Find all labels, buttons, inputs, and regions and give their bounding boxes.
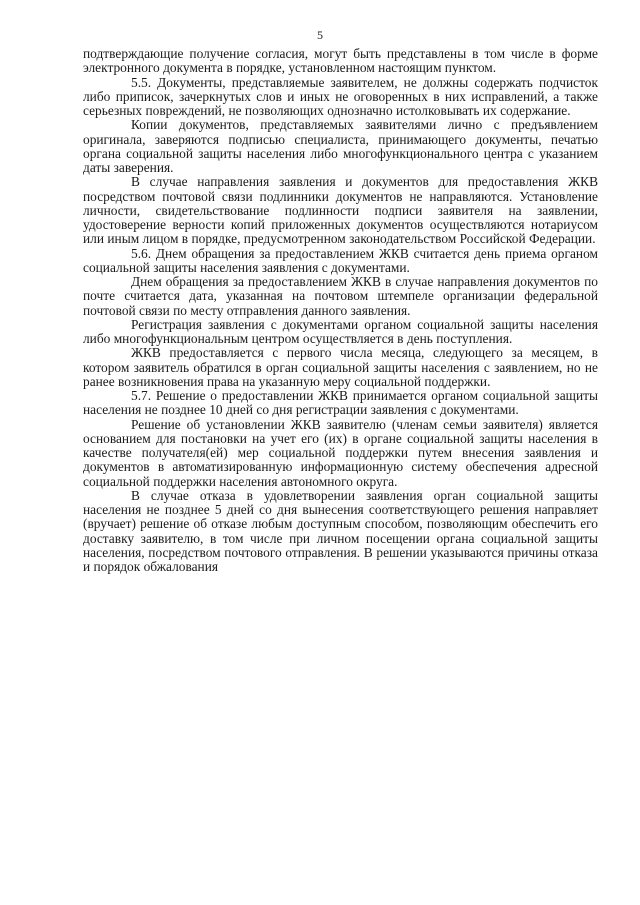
page-number: 5	[317, 28, 323, 42]
document-body	[83, 47, 598, 574]
paragraph-consent-continuation: подтверждающие получение согласия, могут быть представлены в том числе в форме электронного документа в порядке, установленном настоящим пунктом.	[83, 46, 598, 76]
paragraph-registration: Регистрация заявления с документами органом социальной защиты населения либо многофункциональным центром осуществляется в день поступления.	[83, 316, 598, 346]
paragraph-5-6: 5.6. Днем обращения за предоставлением ЖКВ считается день приема органом социальной защиты населения заявления с документами.	[83, 245, 598, 275]
paragraph-postal-submission: В случае направления заявления и документов для предоставления ЖКВ посредством почтовой связи подлинники документов не направляются. Установление личности, свидетельствование подлинности подписи заявителя на заявлении, удостоверение верности копий приложенных документов осуществляются нотариусом или иным лицом в порядке, предусмотренном законодательством Российской Федерации.	[83, 174, 598, 247]
paragraph-5-7: 5.7. Решение о предоставлении ЖКВ принимается органом социальной защиты населения не позднее 10 дней со дня регистрации заявления с документами.	[83, 388, 598, 418]
paragraph-decision-registration: Решение об установлении ЖКВ заявителю (членам семьи заявителя) является основанием для постановки на учет его (их) в органе социальной защиты населения в качестве получателя(ей) мер социальной поддержки путем внесения заявления и документов в автоматизированную информационную систему обеспечения адресной социальной поддержки населения автономного округа.	[83, 416, 598, 489]
paragraph-refusal: В случае отказа в удовлетворении заявления орган социальной защиты населения не позднее 5 дней со дня вынесения соответствующего решения направляет (вручает) решение об отказе любым доступным способом, позволяющим обеспечить его доставку заявителю, в том числе при личном посещении органа социальной защиты населения, посредством почтового отправления. В решении указываются причины отказа и порядок обжалования	[83, 487, 598, 574]
paragraph-copies-certification: Копии документов, представляемых заявителями лично с предъявлением оригинала, заверяются подписью специалиста, принимающего документы, печатью органа социальной защиты населения либо многофункционального центра с указанием даты заверения.	[83, 117, 598, 175]
paragraph-5-5: 5.5. Документы, представляемые заявителем, не должны содержать подчисток либо приписок, зачеркнутых слов и иных не оговоренных в них исправлений, а также серьезных повреждений, не позволяющих однозначно истолковывать их содержание.	[83, 74, 598, 118]
paragraph-provision-start: ЖКВ предоставляется с первого числа месяца, следующего за месяцем, в котором заявитель обратился в орган социальной защиты населения с заявлением, но не ранее возникновения права на указанную меру социальной поддержки.	[83, 345, 598, 389]
paragraph-postal-date: Днем обращения за предоставлением ЖКВ в случае направления документов по почте считается дата, указанная на почтовом штемпеле организации федеральной почтовой связи по месту отправления данного заявления.	[83, 274, 598, 318]
